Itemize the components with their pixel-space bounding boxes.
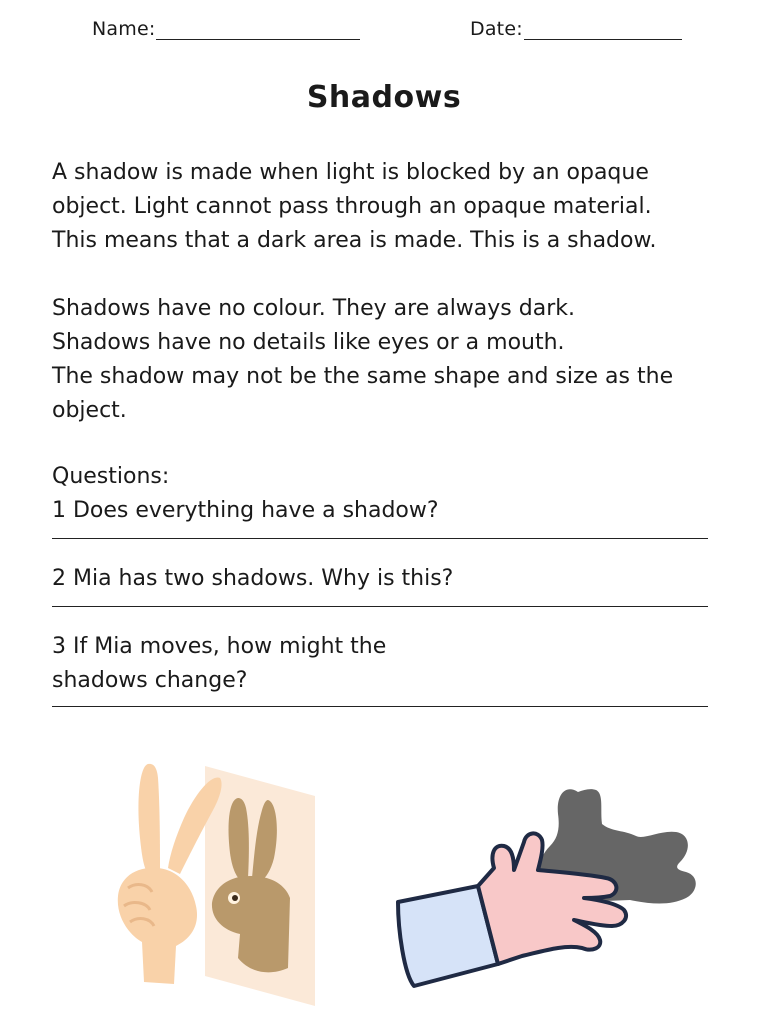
paragraph-line: A shadow is made when light is blocked by an opaque [52,160,649,185]
intro-paragraph [52,156,742,258]
question-3-line-2: shadows change? [52,668,248,693]
answer-line-2[interactable] [52,606,708,607]
answer-line-3[interactable] [52,706,708,707]
question-2: 2 Mia has two shadows. Why is this? [52,566,454,591]
paragraph-line: This means that a dark area is made. This is a shadow. [52,228,657,253]
name-label: Name: [92,18,156,40]
dog-hand-shadow-illustration [390,780,710,1000]
bunny-hand-shadow-illustration [100,758,330,1008]
question-1: 1 Does everything have a shadow? [52,498,439,523]
facts-paragraph [52,292,742,428]
paragraph-line: object. Light cannot pass through an opaque material. [52,194,652,219]
questions-heading: Questions: [52,464,170,489]
paragraph-line: object. [52,398,127,423]
name-field[interactable] [92,18,360,40]
rabbit-pupil [232,895,238,901]
date-blank-line[interactable] [524,25,682,40]
paragraph-line: The shadow may not be the same shape and size as the [52,364,674,389]
paragraph-line: Shadows have no colour. They are always dark. [52,296,575,321]
date-field[interactable] [470,18,682,40]
paragraph-line: Shadows have no details like eyes or a mouth. [52,330,565,355]
answer-line-1[interactable] [52,538,708,539]
page-title: Shadows [306,80,462,115]
name-blank-line[interactable] [156,25,360,40]
question-3-line-1: 3 If Mia moves, how might the [52,634,387,659]
date-label: Date: [470,18,523,40]
